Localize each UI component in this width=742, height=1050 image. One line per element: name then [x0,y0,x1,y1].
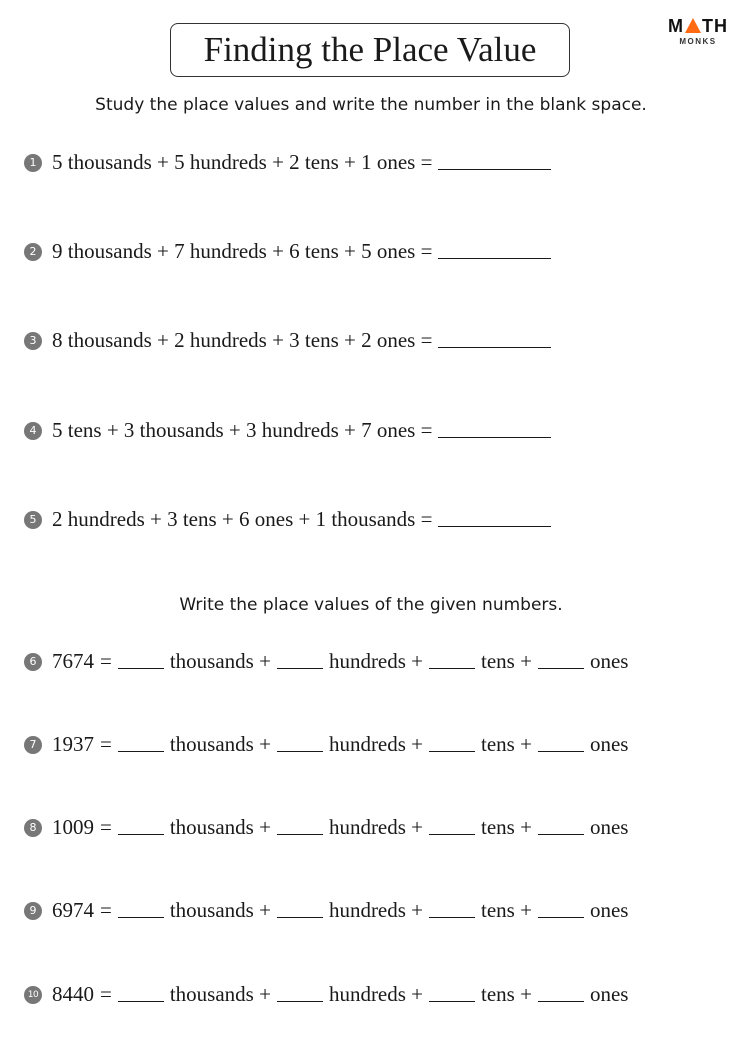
question-number-badge: 10 [24,986,42,1004]
ones-label: ones [589,649,629,673]
tens-label: tens + [481,982,532,1006]
answer-blank[interactable] [438,508,551,527]
question-8 [24,815,628,840]
question-number-badge: 5 [24,511,42,529]
section2-instruction: Write the place values of the given numbers. [179,595,563,615]
hundreds-label: hundreds + [328,982,424,1006]
hundreds-blank[interactable] [277,983,323,1002]
ones-blank[interactable] [538,650,584,669]
logo-word [668,16,728,36]
logo-subtext: MONKS [679,37,717,46]
tens-label: tens + [481,732,532,756]
question-7 [24,732,628,757]
hundreds-label: hundreds + [328,732,424,756]
ones-blank[interactable] [538,983,584,1002]
question-expression: 5 tens + 3 thousands + 3 hundreds + 7 ones = [52,418,433,442]
question-number-badge: 9 [24,902,42,920]
given-number: 6974 [52,898,94,922]
question-expression: 8 thousands + 2 hundreds + 3 tens + 2 ones = [52,328,433,352]
title-box [170,23,570,77]
question-5 [24,507,551,532]
thousands-blank[interactable] [118,816,164,835]
tens-label: tens + [481,898,532,922]
question-number-badge: 8 [24,819,42,837]
ones-label: ones [589,982,629,1006]
answer-blank[interactable] [438,419,551,438]
question-number-badge: 1 [24,154,42,172]
tens-blank[interactable] [429,983,475,1002]
hundreds-blank[interactable] [277,733,323,752]
question-4 [24,418,551,443]
logo-letter-m: M [668,16,684,36]
hundreds-label: hundreds + [328,815,424,839]
answer-blank[interactable] [438,240,551,259]
equals-sign: = [100,649,112,673]
given-number: 1009 [52,815,94,839]
question-expression: 9 thousands + 7 hundreds + 6 tens + 5 ones = [52,239,433,263]
tens-blank[interactable] [429,899,475,918]
question-1 [24,150,551,175]
tens-blank[interactable] [429,816,475,835]
math-monks-logo [668,16,728,46]
section1-instruction: Study the place values and write the number in the blank space. [95,95,647,115]
worksheet-title: Finding the Place Value [203,30,537,69]
hundreds-blank[interactable] [277,816,323,835]
hundreds-label: hundreds + [328,898,424,922]
question-2 [24,239,551,264]
question-number-badge: 2 [24,243,42,261]
hundreds-label: hundreds + [328,649,424,673]
thousands-label: thousands + [169,732,271,756]
tens-label: tens + [481,649,532,673]
answer-blank[interactable] [438,151,551,170]
question-expression: 5 thousands + 5 hundreds + 2 tens + 1 ones = [52,150,433,174]
ones-label: ones [589,898,629,922]
ones-blank[interactable] [538,733,584,752]
given-number: 7674 [52,649,94,673]
question-6 [24,649,628,674]
given-number: 8440 [52,982,94,1006]
logo-triangle-icon [685,18,701,33]
ones-label: ones [589,815,629,839]
thousands-blank[interactable] [118,650,164,669]
tens-blank[interactable] [429,733,475,752]
ones-blank[interactable] [538,899,584,918]
question-9 [24,898,628,923]
hundreds-blank[interactable] [277,650,323,669]
thousands-label: thousands + [169,815,271,839]
thousands-label: thousands + [169,898,271,922]
question-3 [24,328,551,353]
tens-blank[interactable] [429,650,475,669]
equals-sign: = [100,898,112,922]
question-10 [24,982,628,1007]
question-number-badge: 3 [24,332,42,350]
hundreds-blank[interactable] [277,899,323,918]
question-number-badge: 7 [24,736,42,754]
equals-sign: = [100,982,112,1006]
ones-blank[interactable] [538,816,584,835]
equals-sign: = [100,732,112,756]
question-expression: 2 hundreds + 3 tens + 6 ones + 1 thousands = [52,507,433,531]
thousands-blank[interactable] [118,983,164,1002]
question-number-badge: 6 [24,653,42,671]
ones-label: ones [589,732,629,756]
given-number: 1937 [52,732,94,756]
question-number-badge: 4 [24,422,42,440]
answer-blank[interactable] [438,329,551,348]
thousands-label: thousands + [169,982,271,1006]
equals-sign: = [100,815,112,839]
thousands-blank[interactable] [118,899,164,918]
thousands-blank[interactable] [118,733,164,752]
thousands-label: thousands + [169,649,271,673]
logo-letters-th: TH [702,16,728,36]
tens-label: tens + [481,815,532,839]
